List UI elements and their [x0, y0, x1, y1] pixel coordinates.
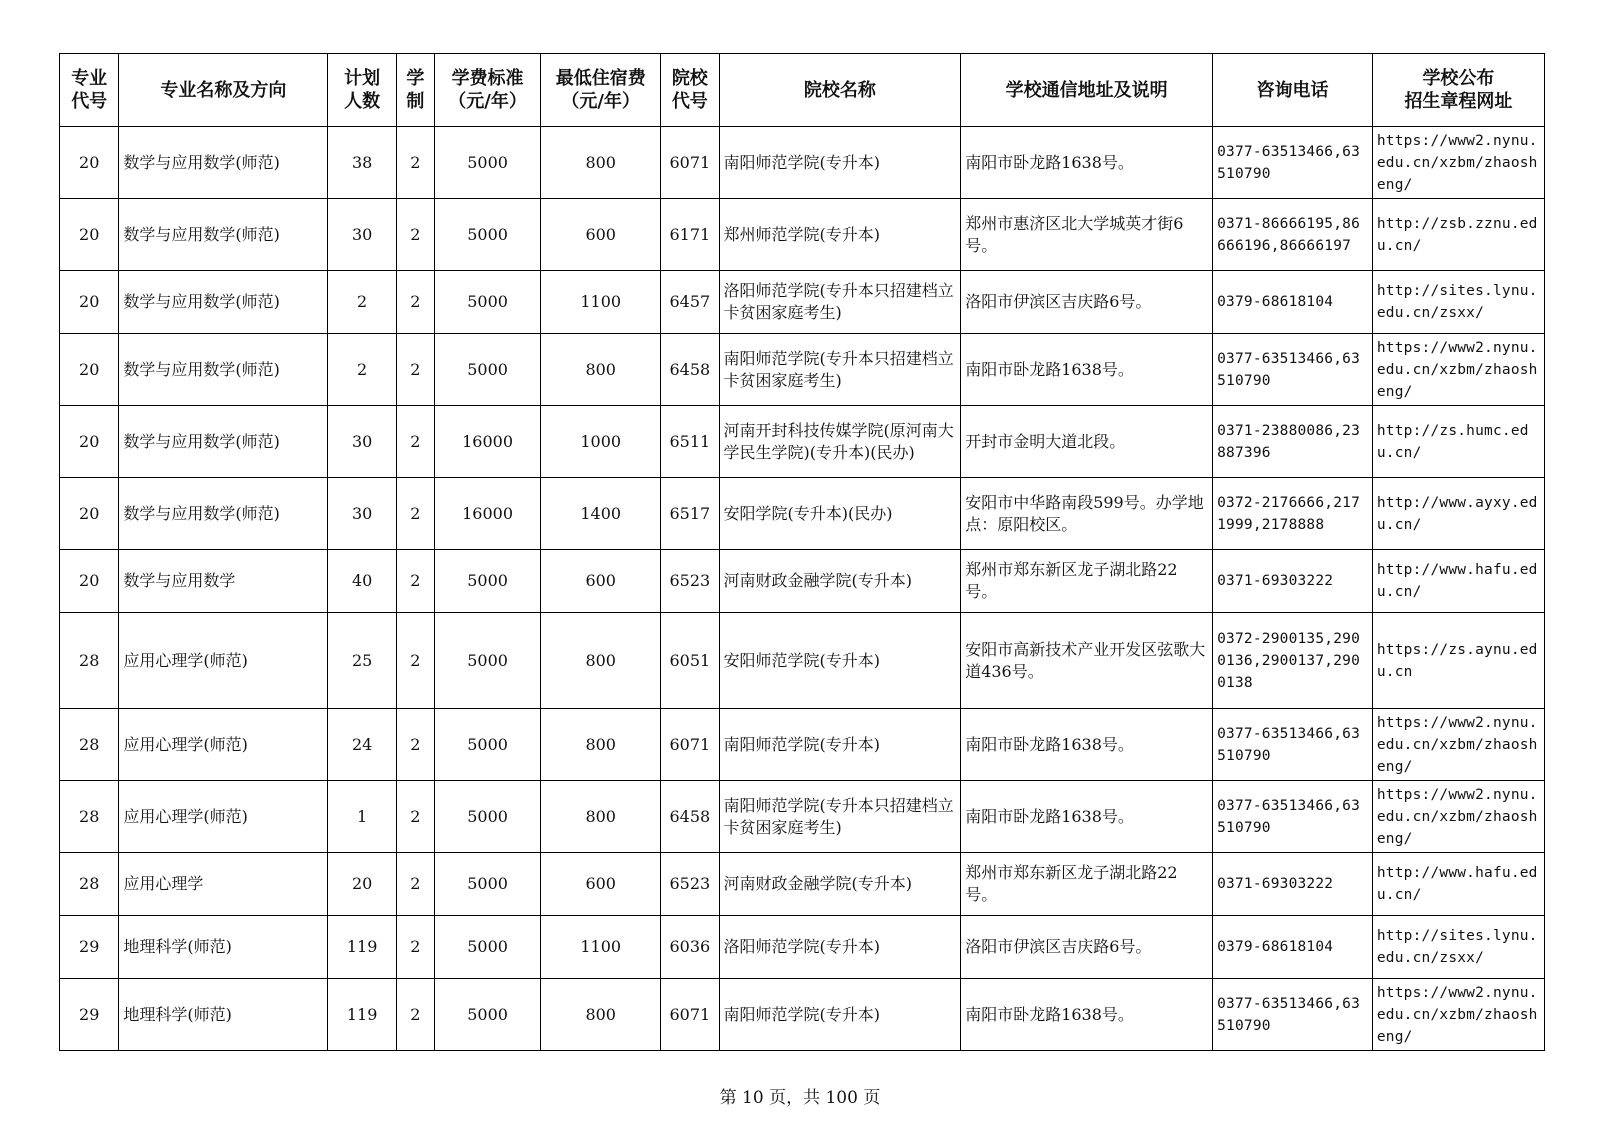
- cell-school-name: 洛阳师范学院(专升本只招建档立卡贫困家庭考生): [719, 271, 961, 334]
- cell-duration: 2: [396, 853, 434, 916]
- cell-url: https://www2.nynu.edu.cn/xzbm/zhaosheng/: [1372, 127, 1544, 199]
- header-school-name: 院校名称: [719, 54, 961, 127]
- cell-address: 洛阳市伊滨区吉庆路6号。: [961, 271, 1213, 334]
- cell-duration: 2: [396, 979, 434, 1051]
- cell-url: http://zsb.zznu.edu.cn/: [1372, 199, 1544, 271]
- table-row: [60, 709, 1545, 781]
- cell-address: 南阳市卧龙路1638号。: [961, 127, 1213, 199]
- cell-major-name: 数学与应用数学(师范): [119, 271, 328, 334]
- cell-tuition: 5000: [434, 916, 541, 979]
- cell-school-name: 南阳师范学院(专升本只招建档立卡贫困家庭考生): [719, 781, 961, 853]
- cell-address: 南阳市卧龙路1638号。: [961, 781, 1213, 853]
- cell-major-name: 数学与应用数学(师范): [119, 199, 328, 271]
- cell-address: 开封市金明大道北段。: [961, 406, 1213, 478]
- cell-address: 南阳市卧龙路1638号。: [961, 709, 1213, 781]
- cell-address: 安阳市高新技术产业开发区弦歌大道436号。: [961, 613, 1213, 709]
- cell-major-name: 应用心理学(师范): [119, 613, 328, 709]
- table-row: [60, 199, 1545, 271]
- cell-lodging: 1400: [541, 478, 661, 550]
- cell-address: 郑州市惠济区北大学城英才街6号。: [961, 199, 1213, 271]
- cell-school-code: 6171: [661, 199, 719, 271]
- cell-major-code: 20: [60, 550, 119, 613]
- cell-url: https://www2.nynu.edu.cn/xzbm/zhaosheng/: [1372, 334, 1544, 406]
- cell-tuition: 5000: [434, 709, 541, 781]
- cell-school-code: 6458: [661, 334, 719, 406]
- cell-major-code: 20: [60, 199, 119, 271]
- cell-major-code: 29: [60, 979, 119, 1051]
- cell-lodging: 600: [541, 550, 661, 613]
- cell-url: http://www.hafu.edu.cn/: [1372, 550, 1544, 613]
- header-address: 学校通信地址及说明: [961, 54, 1213, 127]
- cell-phone: 0372-2900135,2900136,2900137,2900138: [1213, 613, 1373, 709]
- cell-major-code: 20: [60, 406, 119, 478]
- cell-plan-count: 30: [328, 199, 397, 271]
- cell-major-name: 应用心理学(师范): [119, 781, 328, 853]
- table-row: [60, 550, 1545, 613]
- cell-school-name: 河南财政金融学院(专升本): [719, 550, 961, 613]
- cell-major-code: 20: [60, 334, 119, 406]
- cell-lodging: 800: [541, 781, 661, 853]
- header-major-code: 专业 代号: [60, 54, 119, 127]
- cell-lodging: 800: [541, 127, 661, 199]
- table-row: [60, 271, 1545, 334]
- cell-major-name: 数学与应用数学(师范): [119, 127, 328, 199]
- cell-major-name: 地理科学(师范): [119, 916, 328, 979]
- cell-school-name: 郑州师范学院(专升本): [719, 199, 961, 271]
- table-row: [60, 127, 1545, 199]
- cell-phone: 0371-69303222: [1213, 550, 1373, 613]
- cell-plan-count: 40: [328, 550, 397, 613]
- cell-major-name: 地理科学(师范): [119, 979, 328, 1051]
- cell-school-code: 6071: [661, 979, 719, 1051]
- cell-plan-count: 30: [328, 406, 397, 478]
- cell-major-name: 数学与应用数学(师范): [119, 478, 328, 550]
- header-plan-count: 计划 人数: [328, 54, 397, 127]
- header-school-code: 院校 代号: [661, 54, 719, 127]
- cell-plan-count: 119: [328, 979, 397, 1051]
- cell-major-name: 数学与应用数学(师范): [119, 406, 328, 478]
- header-row: [60, 54, 1545, 127]
- admissions-table: [59, 53, 1545, 1051]
- cell-lodging: 800: [541, 709, 661, 781]
- cell-url: http://sites.lynu.edu.cn/zsxx/: [1372, 271, 1544, 334]
- cell-url: https://www2.nynu.edu.cn/xzbm/zhaosheng/: [1372, 979, 1544, 1051]
- cell-url: http://sites.lynu.edu.cn/zsxx/: [1372, 916, 1544, 979]
- cell-school-code: 6458: [661, 781, 719, 853]
- cell-plan-count: 1: [328, 781, 397, 853]
- cell-school-name: 南阳师范学院(专升本只招建档立卡贫困家庭考生): [719, 334, 961, 406]
- cell-major-code: 28: [60, 709, 119, 781]
- cell-school-code: 6457: [661, 271, 719, 334]
- cell-duration: 2: [396, 478, 434, 550]
- table-row: [60, 781, 1545, 853]
- cell-address: 南阳市卧龙路1638号。: [961, 334, 1213, 406]
- cell-major-name: 数学与应用数学: [119, 550, 328, 613]
- cell-school-code: 6511: [661, 406, 719, 478]
- header-url: 学校公布 招生章程网址: [1372, 54, 1544, 127]
- cell-major-code: 20: [60, 271, 119, 334]
- cell-url: https://www2.nynu.edu.cn/xzbm/zhaosheng/: [1372, 781, 1544, 853]
- cell-duration: 2: [396, 406, 434, 478]
- table-row: [60, 478, 1545, 550]
- cell-address: 洛阳市伊滨区吉庆路6号。: [961, 916, 1213, 979]
- cell-school-name: 南阳师范学院(专升本): [719, 709, 961, 781]
- cell-tuition: 16000: [434, 406, 541, 478]
- table-row: [60, 406, 1545, 478]
- cell-address: 郑州市郑东新区龙子湖北路22号。: [961, 550, 1213, 613]
- cell-plan-count: 119: [328, 916, 397, 979]
- table-row: [60, 916, 1545, 979]
- cell-school-code: 6523: [661, 550, 719, 613]
- cell-duration: 2: [396, 709, 434, 781]
- table-row: [60, 613, 1545, 709]
- cell-duration: 2: [396, 781, 434, 853]
- cell-major-code: 29: [60, 916, 119, 979]
- cell-tuition: 5000: [434, 550, 541, 613]
- cell-duration: 2: [396, 550, 434, 613]
- cell-phone: 0379-68618104: [1213, 271, 1373, 334]
- header-lodging: 最低住宿费 （元/年）: [541, 54, 661, 127]
- cell-school-name: 南阳师范学院(专升本): [719, 979, 961, 1051]
- table-body: [60, 127, 1545, 1051]
- cell-duration: 2: [396, 334, 434, 406]
- header-tuition: 学费标准 （元/年）: [434, 54, 541, 127]
- cell-lodging: 800: [541, 613, 661, 709]
- table-row: [60, 853, 1545, 916]
- cell-tuition: 5000: [434, 199, 541, 271]
- cell-tuition: 5000: [434, 127, 541, 199]
- table-row: [60, 979, 1545, 1051]
- cell-major-code: 28: [60, 613, 119, 709]
- cell-major-code: 28: [60, 853, 119, 916]
- cell-plan-count: 2: [328, 334, 397, 406]
- cell-plan-count: 2: [328, 271, 397, 334]
- cell-lodging: 600: [541, 199, 661, 271]
- cell-phone: 0379-68618104: [1213, 916, 1373, 979]
- cell-school-code: 6517: [661, 478, 719, 550]
- cell-school-code: 6523: [661, 853, 719, 916]
- cell-major-name: 应用心理学(师范): [119, 709, 328, 781]
- cell-url: https://zs.aynu.edu.cn: [1372, 613, 1544, 709]
- header-duration: 学 制: [396, 54, 434, 127]
- cell-school-code: 6051: [661, 613, 719, 709]
- cell-duration: 2: [396, 613, 434, 709]
- cell-phone: 0377-63513466,63510790: [1213, 334, 1373, 406]
- cell-tuition: 5000: [434, 613, 541, 709]
- cell-phone: 0377-63513466,63510790: [1213, 781, 1373, 853]
- cell-lodging: 1100: [541, 916, 661, 979]
- cell-phone: 0377-63513466,63510790: [1213, 127, 1373, 199]
- cell-major-name: 数学与应用数学(师范): [119, 334, 328, 406]
- cell-school-code: 6071: [661, 127, 719, 199]
- cell-school-name: 安阳学院(专升本)(民办): [719, 478, 961, 550]
- cell-address: 郑州市郑东新区龙子湖北路22号。: [961, 853, 1213, 916]
- cell-url: http://zs.humc.edu.cn/: [1372, 406, 1544, 478]
- cell-school-code: 6071: [661, 709, 719, 781]
- cell-url: http://www.hafu.edu.cn/: [1372, 853, 1544, 916]
- cell-school-code: 6036: [661, 916, 719, 979]
- cell-duration: 2: [396, 271, 434, 334]
- cell-phone: 0371-23880086,23887396: [1213, 406, 1373, 478]
- cell-tuition: 5000: [434, 979, 541, 1051]
- cell-tuition: 5000: [434, 781, 541, 853]
- cell-school-name: 安阳师范学院(专升本): [719, 613, 961, 709]
- cell-school-name: 南阳师范学院(专升本): [719, 127, 961, 199]
- cell-major-code: 28: [60, 781, 119, 853]
- cell-tuition: 5000: [434, 271, 541, 334]
- cell-school-name: 河南开封科技传媒学院(原河南大学民生学院)(专升本)(民办): [719, 406, 961, 478]
- cell-duration: 2: [396, 916, 434, 979]
- cell-school-name: 河南财政金融学院(专升本): [719, 853, 961, 916]
- header-phone: 咨询电话: [1213, 54, 1373, 127]
- cell-lodging: 800: [541, 334, 661, 406]
- cell-tuition: 5000: [434, 334, 541, 406]
- cell-phone: 0377-63513466,63510790: [1213, 979, 1373, 1051]
- cell-lodging: 600: [541, 853, 661, 916]
- cell-plan-count: 20: [328, 853, 397, 916]
- cell-lodging: 1100: [541, 271, 661, 334]
- header-major-name: 专业名称及方向: [119, 54, 328, 127]
- cell-address: 南阳市卧龙路1638号。: [961, 979, 1213, 1051]
- cell-major-name: 应用心理学: [119, 853, 328, 916]
- cell-plan-count: 38: [328, 127, 397, 199]
- cell-duration: 2: [396, 199, 434, 271]
- cell-lodging: 800: [541, 979, 661, 1051]
- page-footer: 第 10 页，共 100 页: [719, 1088, 881, 1108]
- cell-phone: 0371-86666195,86666196,86666197: [1213, 199, 1373, 271]
- cell-tuition: 16000: [434, 478, 541, 550]
- cell-lodging: 1000: [541, 406, 661, 478]
- cell-plan-count: 30: [328, 478, 397, 550]
- cell-duration: 2: [396, 127, 434, 199]
- cell-phone: 0377-63513466,63510790: [1213, 709, 1373, 781]
- cell-phone: 0371-69303222: [1213, 853, 1373, 916]
- table-row: [60, 334, 1545, 406]
- cell-tuition: 5000: [434, 853, 541, 916]
- cell-url: http://www.ayxy.edu.cn/: [1372, 478, 1544, 550]
- cell-phone: 0372-2176666,2171999,2178888: [1213, 478, 1373, 550]
- cell-address: 安阳市中华路南段599号。办学地点：原阳校区。: [961, 478, 1213, 550]
- cell-school-name: 洛阳师范学院(专升本): [719, 916, 961, 979]
- cell-major-code: 20: [60, 478, 119, 550]
- cell-url: https://www2.nynu.edu.cn/xzbm/zhaosheng/: [1372, 709, 1544, 781]
- cell-plan-count: 24: [328, 709, 397, 781]
- cell-plan-count: 25: [328, 613, 397, 709]
- cell-major-code: 20: [60, 127, 119, 199]
